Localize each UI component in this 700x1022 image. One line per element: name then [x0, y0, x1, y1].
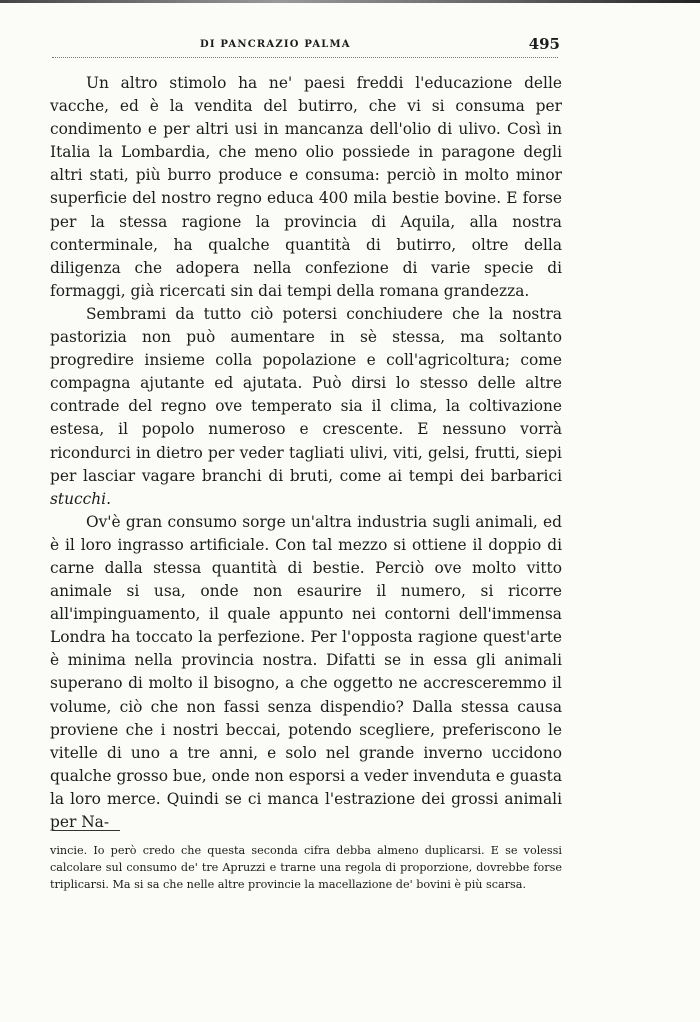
paragraph-ingrasso — [50, 511, 562, 834]
body-text — [50, 72, 562, 834]
footnote-text: vincie. Io però credo che questa seconda cifra debba almeno duplicarsi. E se volessi calcolare sul consumo de' tre Apruzzi e trarne una regola di proporzione, dovrebbe forse triplicarsi. Ma si sa che nelle altre provincie la macellazione de' bovini è più scarsa. — [50, 844, 562, 891]
header-rule — [52, 57, 558, 58]
page-header — [50, 35, 560, 59]
paragraph-text: Sembrami da tutto ciò potersi conchiudere che la nostra pastorizia non può aumentare in sè stessa, ma soltanto progredire insieme colla popolazione e coll'agricoltura; come compagna ajutante ed ajutata. Può dirsi lo stesso delle altre contrade del regno ove temperato sia il clima, la coltivazione estesa, il popolo numeroso e crescente. E nessuno vorrà ricondurci in dietro per veder tagliati ulivi, viti, gelsi, frutti, siepi per lasciar vagare branchi di bruti, come ai tempi dei barbarici — [50, 304, 562, 485]
scan-edge — [0, 0, 700, 3]
italic-word: stucchi — [50, 489, 107, 508]
page-number: 495 — [528, 35, 560, 53]
paragraph-end: . — [106, 489, 111, 508]
paragraph-text: Ov'è gran consumo sorge un'altra industria sugli animali, ed è il loro ingrasso artificiale. Con tal mezzo si ottiene il doppio di carne dalla stessa quantità di bestie. Perciò ove molto vitto animale si usa, onde non esaurire il numero, si ricorre all'impinguamento, il quale appunto nei contorni dell'immensa Londra ha toccato la perfezione. Per l'opposta ragione quest'arte è minima nella provincia nostra. Difatti se in essa gli animali superano di molto il bisogno, a che oggetto ne accresceremmo il volume, ciò che non fassi senza dispendio? Dalla stessa causa proviene che i nostri beccai, potendo scegliere, preferiscono le vitelle di uno a tre anni, e solo nel grande inverno uccidono qualche grosso bue, onde non esporsi a veder invenduta e guasta la loro merce. Quindi se ci manca l'estrazione dei grossi animali per Na- — [50, 512, 562, 831]
paragraph-butirro — [50, 72, 562, 303]
paragraph-text: Un altro stimolo ha ne' paesi freddi l'educazione delle vacche, ed è la vendita del butirro, che vi si consuma per condimento e per altri usi in mancanza dell'olio di ulivo. Così in Italia la Lombardia, che meno olio possiede in paragone degli altri stati, più burro produce e consuma: perciò in molto minor superficie del nostro regno educa 400 mila bestie bovine. E forse per la stessa ragione la provincia di Aquila, alla nostra conterminale, ha qualche quantità di butirro, oltre della diligenza che adopera nella confezione di varie specie di formaggi, già ricercati sin dai tempi della romana grandezza. — [50, 74, 562, 300]
running-head: DI PANCRAZIO PALMA — [200, 39, 351, 50]
footnote — [50, 842, 562, 893]
paragraph-pastorizia — [50, 303, 562, 511]
footnote-rule — [52, 830, 120, 831]
